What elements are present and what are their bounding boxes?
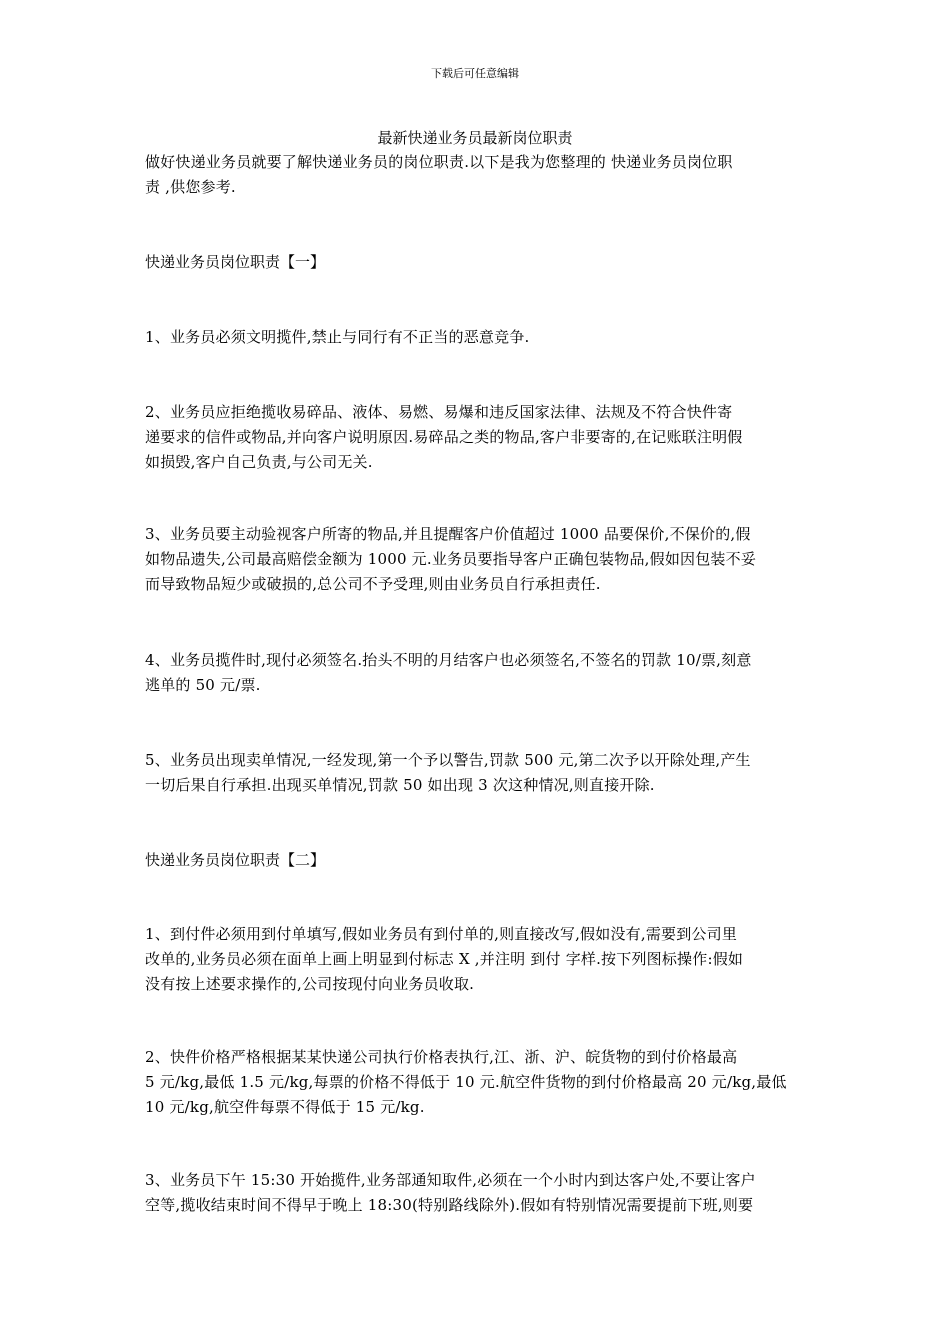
section-2-item-1: 1、到付件必须用到付单填写,假如业务员有到付单的,则直接改写,假如没有,需要到公司里 改单的,业务员必须在面单上画上明显到付标志 X ,并注明 到付 字样.按下列图标操作:假如 没有按上述要求操作的,公司按现付向业务员收取. [145,925,744,993]
header-note: 下载后可任意编辑 [431,67,519,80]
document-title: 最新快递业务员最新岗位职责 [377,129,573,147]
section-2-item-3: 3、业务员下午 15:30 开始揽件,业务部通知取件,必须在一个小时内到达客户处,不要让客户 空等,揽收结束时间不得早于晚上 18:30(特别路线除外).假如有特别情况需要提前下班,则要 [145,1171,756,1214]
section-1-item-5: 5、业务员出现卖单情况,一经发现,第一个予以警告,罚款 500 元,第二次予以开除处理,产生 一切后果自行承担.出现买单情况,罚款 50 如出现 3 次这种情况,则直接开除. [145,751,751,794]
intro-paragraph: 做好快递业务员就要了解快递业务员的岗位职责.以下是我为您整理的 快递业务员岗位职 责 ,供您参考. [145,153,733,196]
section-2-heading: 快递业务员岗位职责【二】 [145,851,326,869]
section-1-item-3: 3、业务员要主动验视客户所寄的物品,并且提醒客户价值超过 1000 品要保价,不保价的,假 如物品遗失,公司最高赔偿金额为 1000 元.业务员要指导客户正确包装物品,假如因包装不妥 而导致物品短少或破损的,总公司不予受理,则由业务员自行承担责任. [145,525,757,593]
section-2-item-2: 2、快件价格严格根据某某快递公司执行价格表执行,江、浙、沪、皖货物的到付价格最高 5 元/kg,最低 1.5 元/kg,每票的价格不得低于 10 元.航空件货物的到付价格最高 20 元/kg,最低 10 元/kg,航空件每票不得低于 15 元/kg. [145,1048,787,1116]
section-1-item-1: 1、业务员必须文明揽件,禁止与同行有不正当的恶意竞争. [145,328,530,346]
section-1-item-4: 4、业务员揽件时,现付必须签名.抬头不明的月结客户也必须签名,不签名的罚款 10/票,刻意 逃单的 50 元/票. [145,651,752,694]
section-1-heading: 快递业务员岗位职责【一】 [145,253,326,271]
section-1-item-2: 2、业务员应拒绝揽收易碎品、液体、易燃、易爆和违反国家法律、法规及不符合快件寄 递要求的信件或物品,并向客户说明原因.易碎品之类的物品,客户非要寄的,在记账联注明假 如损毁,客户自己负责,与公司无关. [145,403,743,471]
